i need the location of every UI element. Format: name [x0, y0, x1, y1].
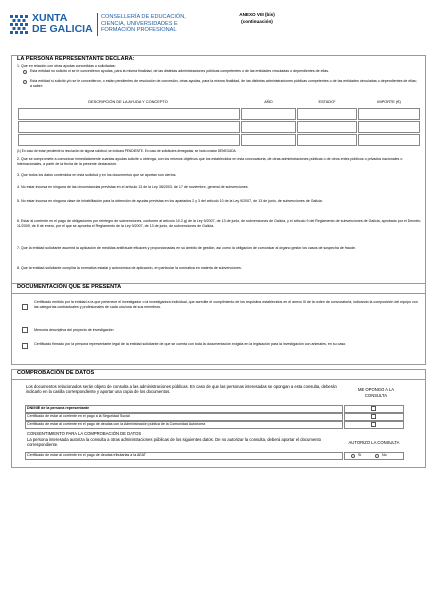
doc-item-2: Memoria descriptiva del proyecto de investigación	[34, 328, 114, 332]
item-6-number: 6.	[17, 219, 20, 223]
declaration-item-5	[17, 199, 422, 204]
conselleria-name	[101, 14, 186, 34]
aid-amount-2[interactable]	[358, 121, 420, 133]
conselleria-line3: FORMACIÓN PROFESIONAL	[101, 27, 177, 34]
header-divider	[97, 13, 98, 36]
documentation-title-rule	[11, 293, 426, 294]
declaration-title: LA PERSONA REPRESENTANTE DECLARA:	[17, 56, 135, 62]
verification-intro: Los documentos relacionados serán objeto de consulta a las administraciones públicas. En caso de que las personas interesadas se opongan a esta consulta, deberán indicarlo en la casilla correspondiente y aportar una copia de los documentos.	[26, 384, 337, 395]
option-no-other-aids: Esta entidad no solicitó ni se le concedieron ayudas, para la misma finalidad, de las distintas administraciones públicas competentes o de las entidades vinculadas o dependientes de ellas.	[30, 69, 330, 73]
item-4-text: No estar incursa en ninguna de las circunstancias previstas en el artículo 13 de la Ley 38/2003, de 17 de noviembre, general de subvenciones.	[21, 185, 249, 189]
item-2-text: Que se compromete a comunicar inmediatamente cuantas ayudas solicite u obtenga, con los mismos objetivos que los establecidos en esta convocatoria, de otras administraciones públicas o de otros entes públicos o privados nacionales o internacionales, a partir de la fecha de la presente declaración.	[17, 157, 403, 166]
oppose-checkbox-dni[interactable]	[371, 406, 376, 411]
verif-row-2-label: Certificado de estar al corriente en el pago a la Seguridad Social	[27, 414, 130, 418]
aids-header-status: ESTADO¹	[318, 99, 336, 104]
declaration-item-8	[17, 266, 422, 271]
verif-row-1-label: DNI/NIE de la persona representante	[27, 406, 90, 410]
xunta-logo-text	[32, 13, 93, 35]
verif-row-3-label: Certificado de estar al corriente en el pago de deudas con la Administración pública de la Comunidad Autónoma	[27, 422, 206, 426]
xunta-logo	[9, 14, 29, 36]
doc-item-1: Certificado emitido por la entidad a la que pertenece el investigador o la investigadora individual, que acredite el cumplimiento de los requisitos establecidos en el anexo III de la orden de convocatoria, indicando la composición del equipo con las categorías contractuales y profesionales de cada uno/una de sus miembros.	[34, 300, 418, 309]
authorize-yes-label: Sí	[358, 453, 362, 457]
aid-year-1[interactable]	[241, 108, 296, 120]
consent-text: La persona interesada autoriza la consulta a otras administraciones públicas de los siguientes datos. De no autorizar la consulta, deberá aportar el documento correspondiente.	[27, 437, 321, 448]
item-3-number: 3.	[17, 173, 20, 177]
aids-header-amount: IMPORTE (€)	[377, 99, 401, 104]
authorize-no-radio[interactable]	[375, 454, 379, 458]
item-8-text: Que la entidad solicitante cumplirá la normativa estatal y autonómica de aplicación, en particular la normativa en materia de subvenciones.	[21, 266, 242, 270]
declaration-item-1: 1. Que en relación con otras ayudas concedidas o solicitadas:	[17, 64, 116, 68]
documentation-title: DOCUMENTACIÓN QUE SE PRESENTA	[17, 284, 122, 290]
aid-amount-3[interactable]	[358, 134, 420, 146]
authorize-header: AUTORIZO LA CONSULTA	[348, 440, 400, 445]
aid-desc-2[interactable]	[18, 121, 240, 133]
authorize-yes-radio[interactable]	[351, 454, 355, 458]
oppose-checkbox-ca[interactable]	[371, 422, 376, 427]
option-other-aids: Esta entidad sí solicitó y/o se le concedieron, o están pendientes de resolución de concesión, otras ayudas, para la misma finalidad, de las distintas administraciones públicas competentes o de las entidades vinculadas o dependientes de ellas; a saber:	[30, 79, 417, 88]
xunta-logo-icon	[9, 14, 29, 36]
annex-continuation: (continuación)	[241, 19, 273, 24]
aid-desc-3[interactable]	[18, 134, 240, 146]
declaration-item-4	[17, 185, 422, 190]
item-3-text: Que todos los datos contenidos en esta solicitud y en los documentos que se aportan son ciertos.	[21, 173, 177, 177]
declaration-item-2	[17, 157, 422, 166]
aids-header-year: AÑO	[264, 99, 273, 104]
annex-label	[222, 11, 292, 25]
annex-title: ANEXO VIII (bis)	[239, 12, 275, 17]
oppose-checkbox-ss[interactable]	[371, 414, 376, 419]
item-4-number: 4.	[17, 185, 20, 189]
doc-checkbox-1[interactable]	[22, 304, 28, 310]
aid-status-3[interactable]	[297, 134, 357, 146]
aid-desc-1[interactable]	[18, 108, 240, 120]
aid-status-1[interactable]	[297, 108, 357, 120]
conselleria-line1: CONSELLERÍA DE EDUCACIÓN,	[101, 14, 186, 20]
aid-year-3[interactable]	[241, 134, 296, 146]
doc-checkbox-3[interactable]	[22, 343, 28, 349]
authorize-no-label: No	[382, 453, 387, 457]
declaration-item-6	[17, 219, 422, 228]
aid-status-2[interactable]	[297, 121, 357, 133]
item-2-number: 2.	[17, 157, 20, 161]
doc-checkbox-2[interactable]	[22, 327, 28, 333]
declaration-item-7	[17, 246, 422, 251]
aid-year-2[interactable]	[241, 121, 296, 133]
consent-title: CONSENTIMIENTO PARA LA COMPROBACIÓN DE DATOS	[27, 431, 142, 436]
declaration-item-3	[17, 173, 422, 178]
radio-no-other-aids[interactable]	[23, 70, 27, 74]
logo-line2: DE GALICIA	[32, 23, 93, 35]
aids-header-description: DESCRIPCIÓN DE LA AYUDA Y CONCEPTO	[88, 99, 168, 104]
item-7-text: Que la entidad solicitante asumirá la aplicación de medidas antifraude eficaces y proporcionadas en su ámbito de gestión, así como la obligación de comunicar al órgano gestor los casos de sospecha de fraude.	[21, 246, 357, 250]
verif-row-aeat-label: Certificado de estar al corriente en el pago de deudas tributarias a la AEAT	[27, 453, 146, 457]
oppose-header: ME OPONGO A LA CONSULTA	[357, 387, 395, 398]
verification-title: COMPROBACIÓN DE DATOS	[17, 370, 95, 376]
item-8-number: 8.	[17, 266, 20, 270]
item-5-text: No estar incursa en ninguna clase de inhabilitación para la obtención de ayudas previstas en los apartados 2 y 3 del artículo 10 de la Ley 9/2007, de 13 de junio, de subvenciones de Galicia.	[21, 199, 323, 203]
item-5-number: 5.	[17, 199, 20, 203]
aids-footnote: (1) En caso de estar pendiente la resolución de alguna solicitud, se indicará PENDIENTE. En caso de solicitudes denegadas, se hará constar DENEGADA.	[17, 149, 237, 153]
verification-title-rule	[11, 379, 426, 380]
conselleria-line2: CIENCIA, UNIVERSIDADES E	[101, 20, 178, 27]
radio-other-aids[interactable]	[23, 80, 27, 84]
doc-item-3: Certificado firmado por la persona representante legal de la entidad solicitante de que se cuenta con toda la documentación exigida en la legislación para la investigación con animales, en su caso.	[34, 342, 347, 346]
aid-amount-1[interactable]	[358, 108, 420, 120]
documentation-section	[11, 283, 426, 365]
item-7-number: 7.	[17, 246, 20, 250]
logo-line1: XUNTA	[32, 12, 68, 24]
item-6-text: Estar al corriente en el pago de obligaciones por reintegro de subvenciones, conforme al artículo 10.2.g) de la Ley 9/2007, de 13 de junio, de subvenciones de Galicia, y el artículo 9 del Reglamento de subvenciones de Galicia, aprobado por el Decreto 11/2009, de 8 de enero, por el que se aprueba el Reglamento de la Ley 9/2007, de 13 de junio, de subvenciones de Galicia.	[17, 219, 421, 228]
